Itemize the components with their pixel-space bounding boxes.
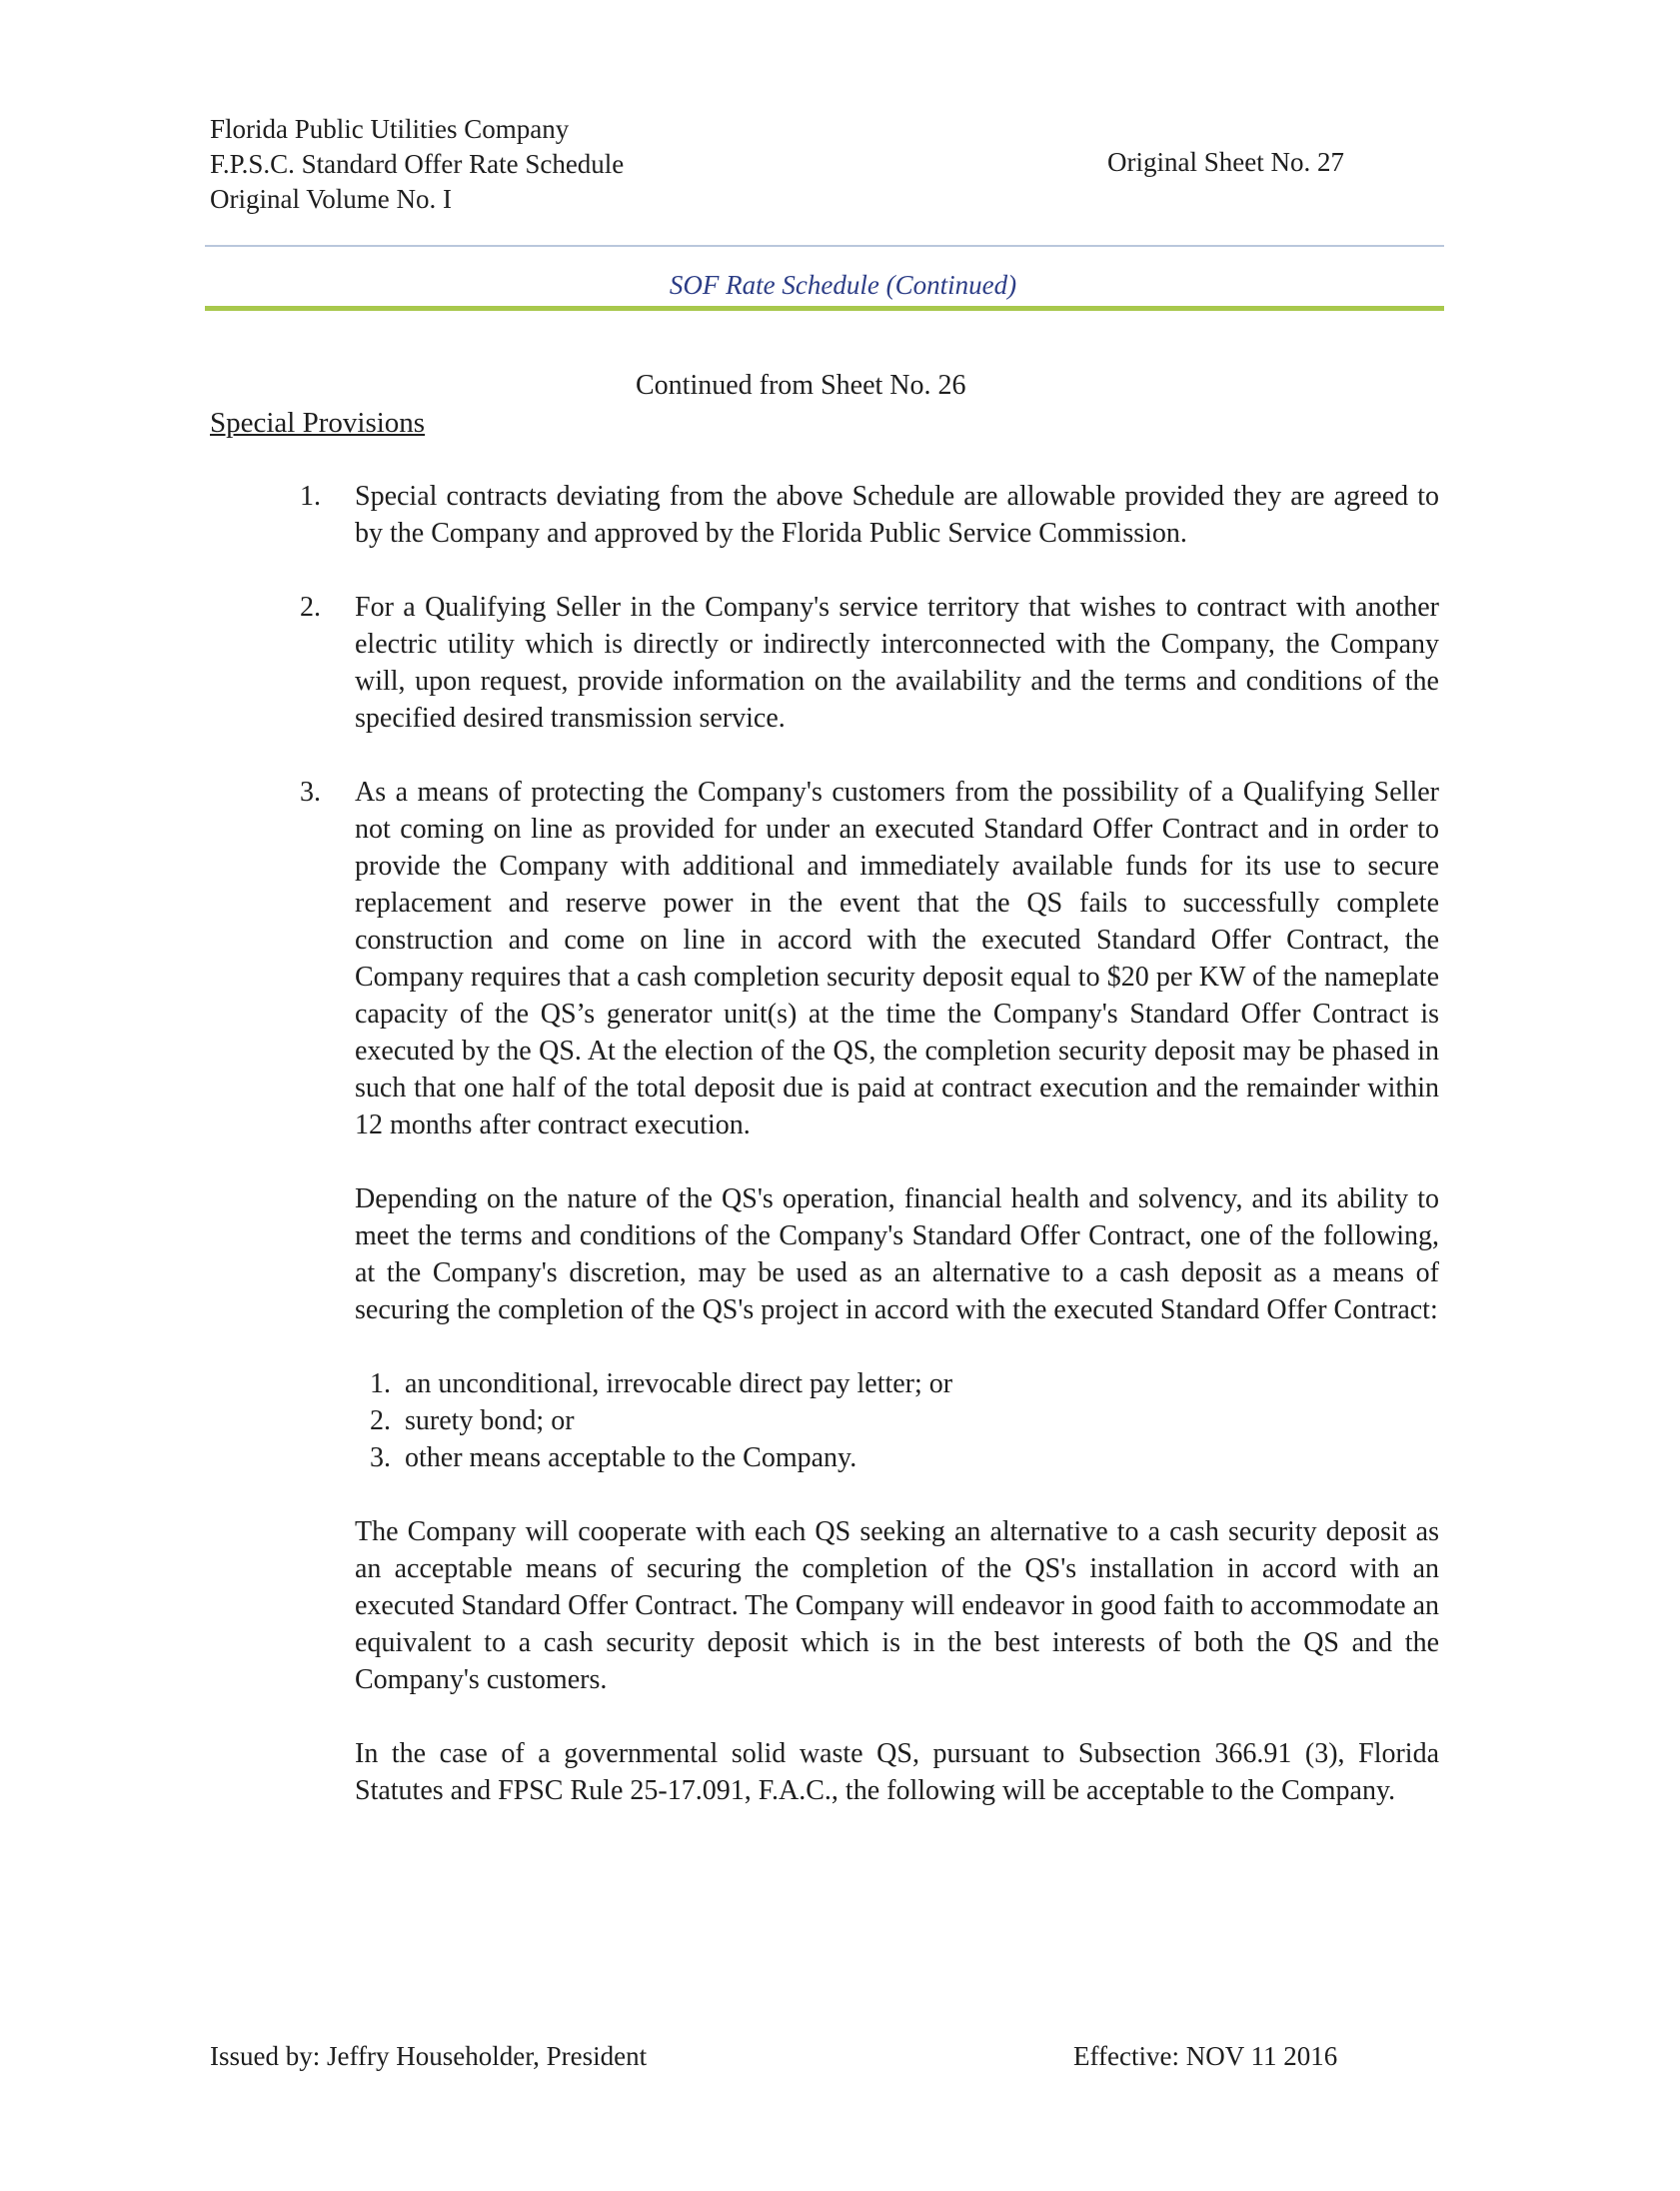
provision-number: 2. [300,592,321,623]
company-name: Florida Public Utilities Company [210,114,570,144]
sheet-number: Original Sheet No. 27 [1107,147,1344,177]
issued-by: Issued by: Jeffry Householder, President [210,2041,648,2071]
provision-text: Special contracts deviating from the above Schedule are allowable provided they are agreed to by the Company and approved by the Florida Public Service Commission. [355,481,1439,549]
alternative-item [355,1365,1439,1402]
rate-schedule-name: F.P.S.C. Standard Offer Rate Schedule [210,149,625,179]
effective-date: Effective: NOV 11 2016 [1073,2041,1338,2071]
document-body [300,478,1439,1846]
alternative-number: 3. [370,1442,391,1473]
alternative-number: 1. [370,1368,391,1399]
section-divider [205,306,1444,311]
provision-number: 3. [300,777,321,808]
special-provisions-heading: Special Provisions [210,407,426,439]
header-divider [205,245,1444,247]
alternative-item [355,1439,1439,1476]
cooperation-paragraph: The Company will cooperate with each QS seeking an alternative to a cash security deposit as an acceptable means of securing the completion of the QS's installation in accord with an executed Standard Offer Contract. The Company will endeavor in good faith to accommodate an equivalent to a cash security deposit which is in the best interests of both the QS and the Company's customers. [355,1516,1439,1695]
alternative-text: an unconditional, irrevocable direct pay letter; or [405,1368,953,1399]
provision-item [300,774,1439,1143]
volume-number: Original Volume No. I [210,184,452,214]
provision-item [300,589,1439,737]
governmental-paragraph: In the case of a governmental solid waste QS, pursuant to Subsection 366.91 (3), Florida Statutes and FPSC Rule 25-17.091, F.A.C., the following will be acceptable to the Company. [355,1738,1439,1806]
provision-text: For a Qualifying Seller in the Company's service territory that wishes to contract with another electric utility which is directly or indirectly interconnected with the Company, the Company will, upon request, provide information on the availability and the terms and conditions of the specified desired transmission service. [355,592,1439,734]
provision-number: 1. [300,481,321,512]
provision-text: As a means of protecting the Company's customers from the possibility of a Qualifying Seller not coming on line as provided for under an executed Standard Offer Contract and in order to provide the Company with additional and immediately available funds for its use to secure replacement and reserve power in the event that the QS fails to successfully complete construction and come on line in accord with the executed Standard Offer Contract, the Company requires that a cash completion security deposit equal to $20 per KW of the nameplate capacity of the QS’s generator unit(s) at the time the Company's Standard Offer Contract is executed by the QS. At the election of the QS, the completion security deposit may be phased in such that one half of the total deposit due is paid at contract execution and the remainder within 12 months after contract execution. [355,777,1439,1140]
continued-from: Continued from Sheet No. 26 [636,370,966,401]
alternative-number: 2. [370,1405,391,1436]
alternatives-list [300,1365,1439,1476]
alternatives-paragraph: Depending on the nature of the QS's operation, financial health and solvency, and its ability to meet the terms and conditions of the Company's Standard Offer Contract, one of the following, at the Company's discretion, may be used as an alternative to a cash deposit as a means of securing the completion of the QS's project in accord with the executed Standard Offer Contract: [355,1183,1439,1325]
section-title [0,270,1680,301]
header-left [210,112,624,217]
alternative-text: surety bond; or [405,1405,575,1436]
provision-item [300,478,1439,552]
section-title-text: SOF Rate Schedule (Continued) [669,270,1017,300]
alternative-text: other means acceptable to the Company. [405,1442,857,1473]
alternative-item [355,1402,1439,1439]
